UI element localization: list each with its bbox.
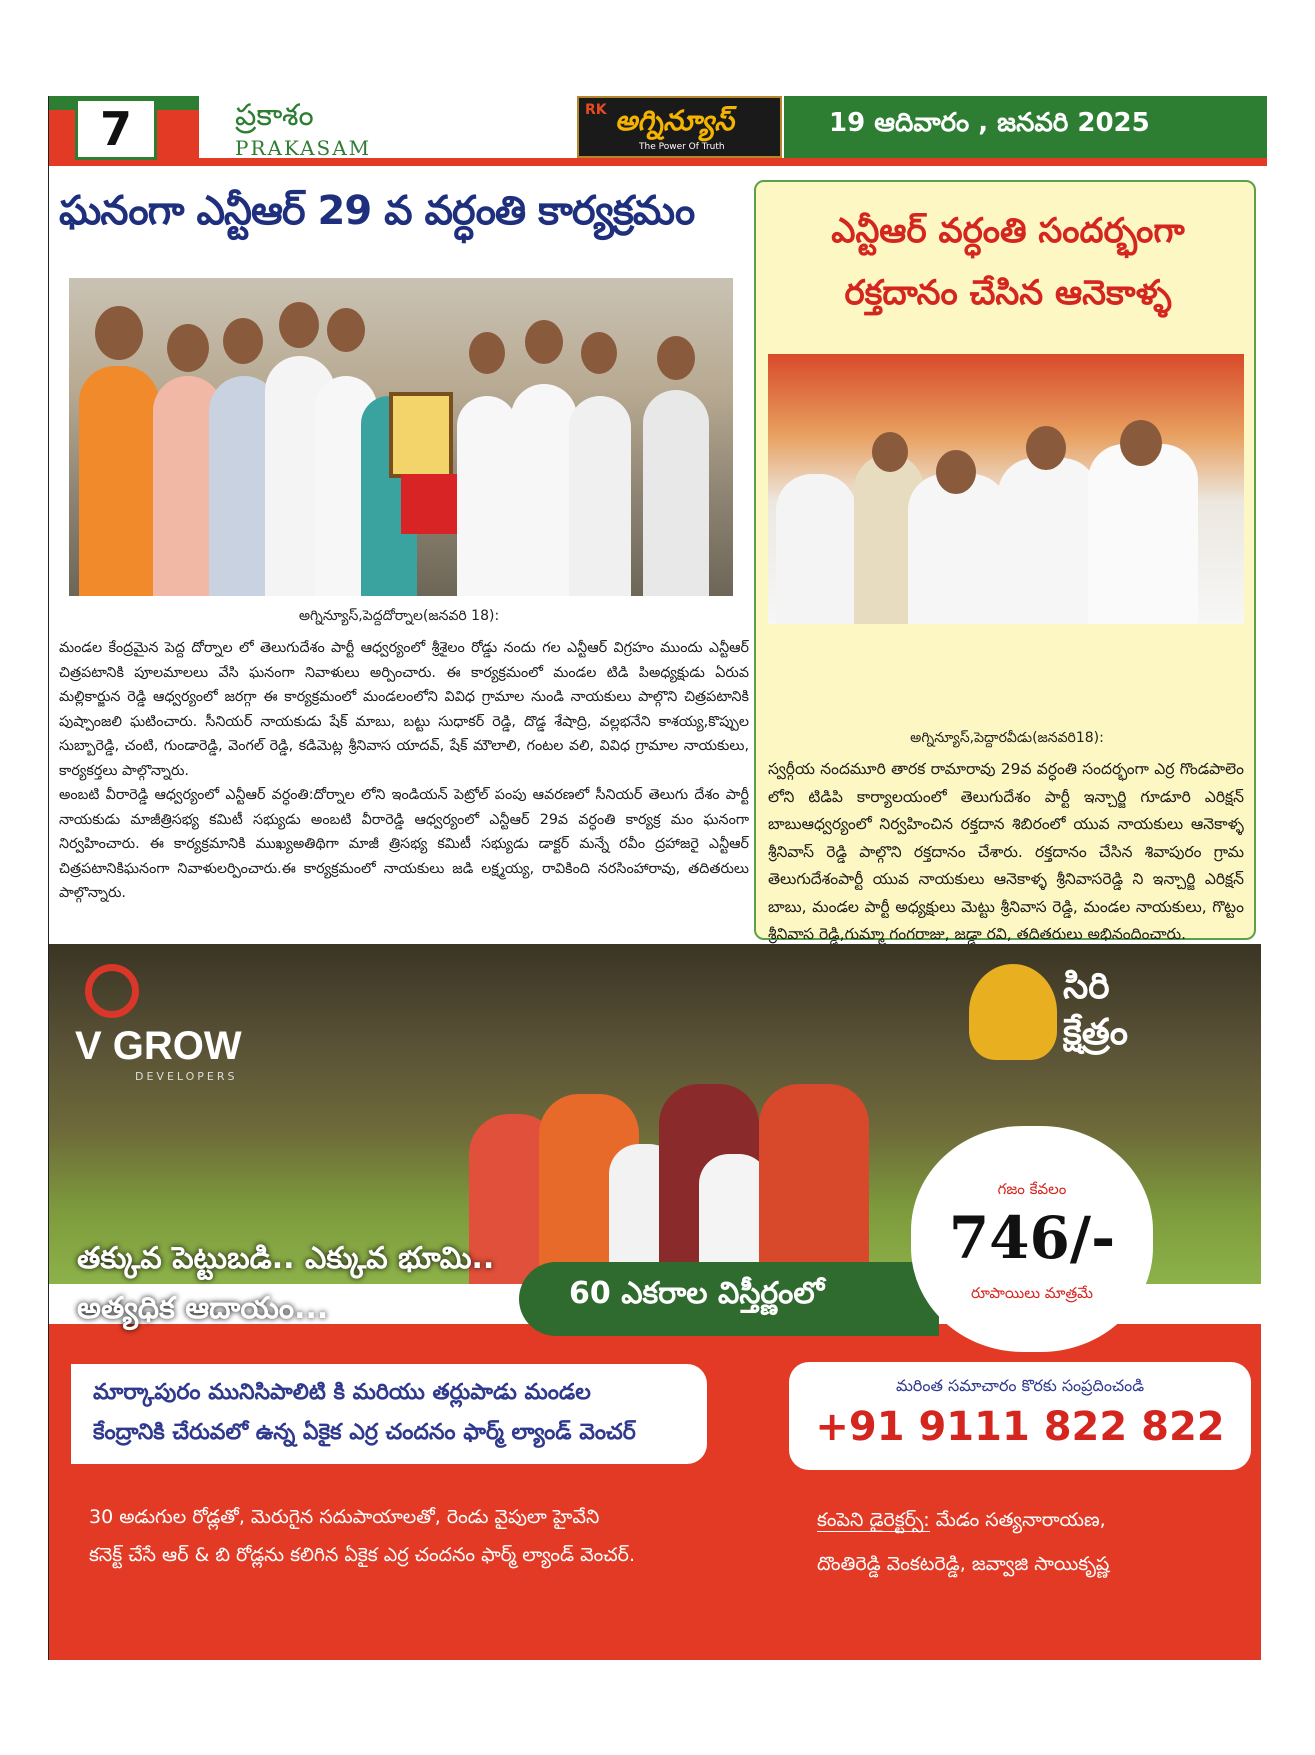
photo-figure [79, 366, 159, 596]
tree-icon [969, 964, 1057, 1060]
photo-figure [908, 474, 1008, 624]
features-line1: 30 అడుగుల రోడ్లతో, మెరుగైన సదుపాయాలతో, రెండు వైపులా హైవేని [89, 1506, 600, 1528]
directors-label: కంపెని డైరెక్టర్స్: [817, 1509, 930, 1531]
photo-figure [759, 1084, 869, 1284]
location-line2: కేంద్రానికి చేరువలో ఉన్న ఏకైక ఎర్ర చందనం ఫార్మ్ ల్యాండ్ వెంచర్ [93, 1420, 636, 1445]
area-text: 60 ఎకరాల విస్తీర్ణంలో [569, 1276, 825, 1311]
right-article-body: స్వర్గీయ నందమూరి తారక రామారావు 29వ వర్ధంతి సందర్భంగా ఎర్ర గొండపాలెం లోని టిడిపి కార్యాలయంలో తెలుగుదేశం పార్టీ ఇన్చార్జి గూడూరి ఎరిక్షన్ బాబుఆధ్వర్యంలో నిర్వహించిన రక్తదాన శిబిరంలో యువ నాయకులు ఆనెకాళ్ళ శ్రీనివాస్ రెడ్డి పాల్గొని రక్తదానం చేశారు. రక్తదానం చేసిన శివాపురం గ్రామ తెలుగుదేశంపార్టీ యువ నాయకులు ఆనెకాళ్ళ శ్రీనివాసరెడ్డి ని ఇన్చార్జి ఎరిక్షన్ బాబు, మండల పార్టీ అధ్యక్షులు మెట్టు శ్రీనివాస రెడ్డి, మండల నాయకులు, గొట్టం శ్రీనివాస రెడ్డి,గుమ్మా గంగరాజు, జడ్డా రవి, తదితరులు అభినందించారు. [768, 760, 1244, 943]
vgrow-advertisement [49, 944, 1261, 1660]
right-headline-line1: ఎన్టీఆర్ వర్ధంతి సందర్భంగా [831, 211, 1185, 251]
ad-tagline-line2: అత్యధిక ఆదాయం... [77, 1291, 329, 1326]
location-box [71, 1364, 707, 1464]
page-number: 7 [99, 102, 132, 156]
right-article-box [754, 180, 1256, 943]
ad-tagline [77, 1234, 494, 1334]
left-article-body [59, 636, 749, 906]
masthead-red-line [49, 158, 1267, 166]
left-article-headline: ఘనంగా ఎన్టీఆర్ 29 వ వర్ధంతి కార్యక్రమం [59, 188, 695, 234]
right-headline-line2: రక్తదానం చేసిన ఆనెకాళ్ళ [844, 273, 1172, 313]
photo-figure-head [469, 332, 505, 374]
photo-figure-head [327, 308, 365, 352]
newspaper-logo [577, 96, 782, 158]
project-name-line1: సిరి [1063, 966, 1110, 1007]
photo-figure [1088, 444, 1198, 624]
left-article-paragraph: మండల కేంద్రమైన పెద్ద దోర్నాల లో తెలుగుదేశం పార్టీ ఆధ్వర్యంలో శ్రీశైలం రోడ్డు నందు గల ఎన్టీఆర్ విగ్రహం ముందు ఎన్టీఆర్ చిత్రపటానికి పూలమాలలు వేసి ఘనంగా నివాళులు అర్పించారు. ఈ కార్యక్రమంలో మండల టిడి పిఅధ్యక్షుడు ఏరువ మల్లికార్జున రెడ్డి ఆధ్వర్యంలో జరగ్గా ఈ కార్యక్రమంలో మండలంలోని వివిధ గ్రామాల నుండి నాయకులు పాల్గొని చిత్రపటానికి పుష్పాంజలి ఘటించారు. సీనియర్ నాయకుడు షేక్ మాబు, బట్టు సుధాకర్ రెడ్డి, దొడ్డ శేషాద్రి, వల్లభనేని కాశయ్య,కొప్పుల సుబ్బారెడ్డి, చంటి, గుండారెడ్డి, వెంగల్ రెడ్డి, కడిమెట్ల శ్రీనివాస యాదవ్, షేక్ మౌలాలి, గంటల వలి, వివిధ గ్రామాల నాయకులు, కార్యకర్తలు పాల్గొన్నారు. [59, 640, 749, 779]
project-name-line2: క్షేత్రం [1063, 1012, 1129, 1053]
section-title-telugu: ప్రకాశం [235, 98, 314, 133]
directors-line2: దొంతిరెడ్డి వెంకటరెడ్డి, జవ్వాజి సాయికృష్ణ [817, 1553, 1110, 1575]
photo-figure-head [167, 324, 209, 372]
logo-tagline: The Power Of Truth [639, 142, 725, 152]
area-band [519, 1262, 939, 1336]
logo-rk: RK [585, 102, 607, 118]
right-article-photo [768, 354, 1244, 624]
photo-figure-head [279, 302, 319, 348]
photo-figure-head [657, 336, 695, 380]
photo-figure [998, 458, 1098, 624]
section-title-english: PRAKASAM [235, 136, 372, 160]
photo-figure-head [936, 450, 976, 494]
photo-figure-head [1120, 420, 1162, 466]
contact-box [789, 1362, 1251, 1470]
contact-label: మరింత సమాచారం కొరకు సంప్రదించండి [895, 1376, 1145, 1395]
photo-figure [457, 396, 517, 596]
vgrow-brand-sub: DEVELOPERS [135, 1070, 238, 1083]
ad-tagline-line1: తక్కువ పెట్టుబడి.. ఎక్కువ భూమి.. [77, 1241, 495, 1276]
photo-figure [643, 390, 709, 596]
left-article-caption: అగ్నిన్యూస్,పెద్దదోర్నాల(జనవరి 18): [298, 608, 500, 624]
vgrow-logo [75, 964, 285, 1084]
logo-name: అగ్నిన్యూస్ [615, 104, 734, 137]
price-label-top: గజం కేవలం [997, 1180, 1067, 1198]
photo-figure-head [1026, 426, 1066, 470]
photo-figure [569, 396, 631, 596]
directors-text [817, 1498, 1109, 1586]
photo-figure-head [525, 320, 563, 364]
right-article-headline [770, 200, 1246, 324]
price-badge [919, 1134, 1145, 1344]
price-label-bottom: రూపాయిలు మాత్రమే [970, 1284, 1094, 1302]
newspaper-page [48, 96, 1266, 1660]
vgrow-brand: V GROW [75, 1024, 242, 1068]
left-article-paragraph: అంబటి వీరారెడ్డి ఆధ్వర్యంలో ఎన్టీఆర్ వర్ధంతి:దోర్నాల లోని ఇండియన్ పెట్రోల్ పంపు ఆవరణలో సీనియర్ తెలుగు దేశం పార్టీ నాయకుడు మాజీత్రిసభ్య కమిటీ సభ్యుడు అంబటి వీరారెడ్డి ఆధ్వర్యంలో ఎన్టీఆర్ 29వ వర్ధంతి కార్యక్ర మం ఘనంగా నిర్వహించారు. ఈ కార్యక్రమానికి ముఖ్యఅతిథిగా మాజీ త్రిసభ్య కమిటీ సభ్యుడు డాక్టర్ మన్నే రవీం ద్రహాజరై ఎన్టీఆర్ చిత్రపటానికిఘనంగా నివాళులర్పించారు.ఈ కార్యక్రమంలో నాయకులు జడి లక్ష్మయ్య, రావికింది నరసింహారావు, తదితరులు పాల్గొన్నారు. [59, 787, 749, 901]
features-line2: కనెక్ట్ చేసే ఆర్ & బి రోడ్లను కలిగిన ఏకైక ఎర్ర చందనం ఫార్మ్ ల్యాండ్ వెంచర్. [89, 1544, 635, 1566]
directors-line1: మేడం సత్యనారాయణ, [935, 1509, 1106, 1531]
photo-figure [511, 384, 577, 596]
left-article-photo [69, 278, 733, 596]
red-chair [401, 474, 457, 534]
photo-figure-head [872, 432, 908, 472]
right-article-caption: అగ్నిన్యూస్,పెద్దారవీడు(జనవరి18): [910, 730, 1104, 746]
photo-figure [776, 474, 856, 624]
contact-phone: +91 9111 822 822 [815, 1404, 1225, 1450]
portrait-frame [389, 392, 453, 478]
masthead [49, 96, 1267, 170]
location-line1: మార్కాపురం మునిసిపాలిటి కి మరియు తర్లుపాడు మండల [93, 1380, 591, 1405]
project-name [1063, 964, 1128, 1056]
vgrow-g-icon [85, 964, 139, 1018]
price-value: 746/- [948, 1204, 1116, 1272]
photo-figure-head [95, 306, 143, 360]
siri-kshetram-logo [969, 964, 1169, 1074]
features-text [89, 1498, 635, 1574]
issue-date: 19 ఆదివారం , జనవరి 2025 [829, 108, 1150, 138]
photo-figure-head [581, 332, 617, 374]
photo-figure-head [223, 318, 263, 364]
